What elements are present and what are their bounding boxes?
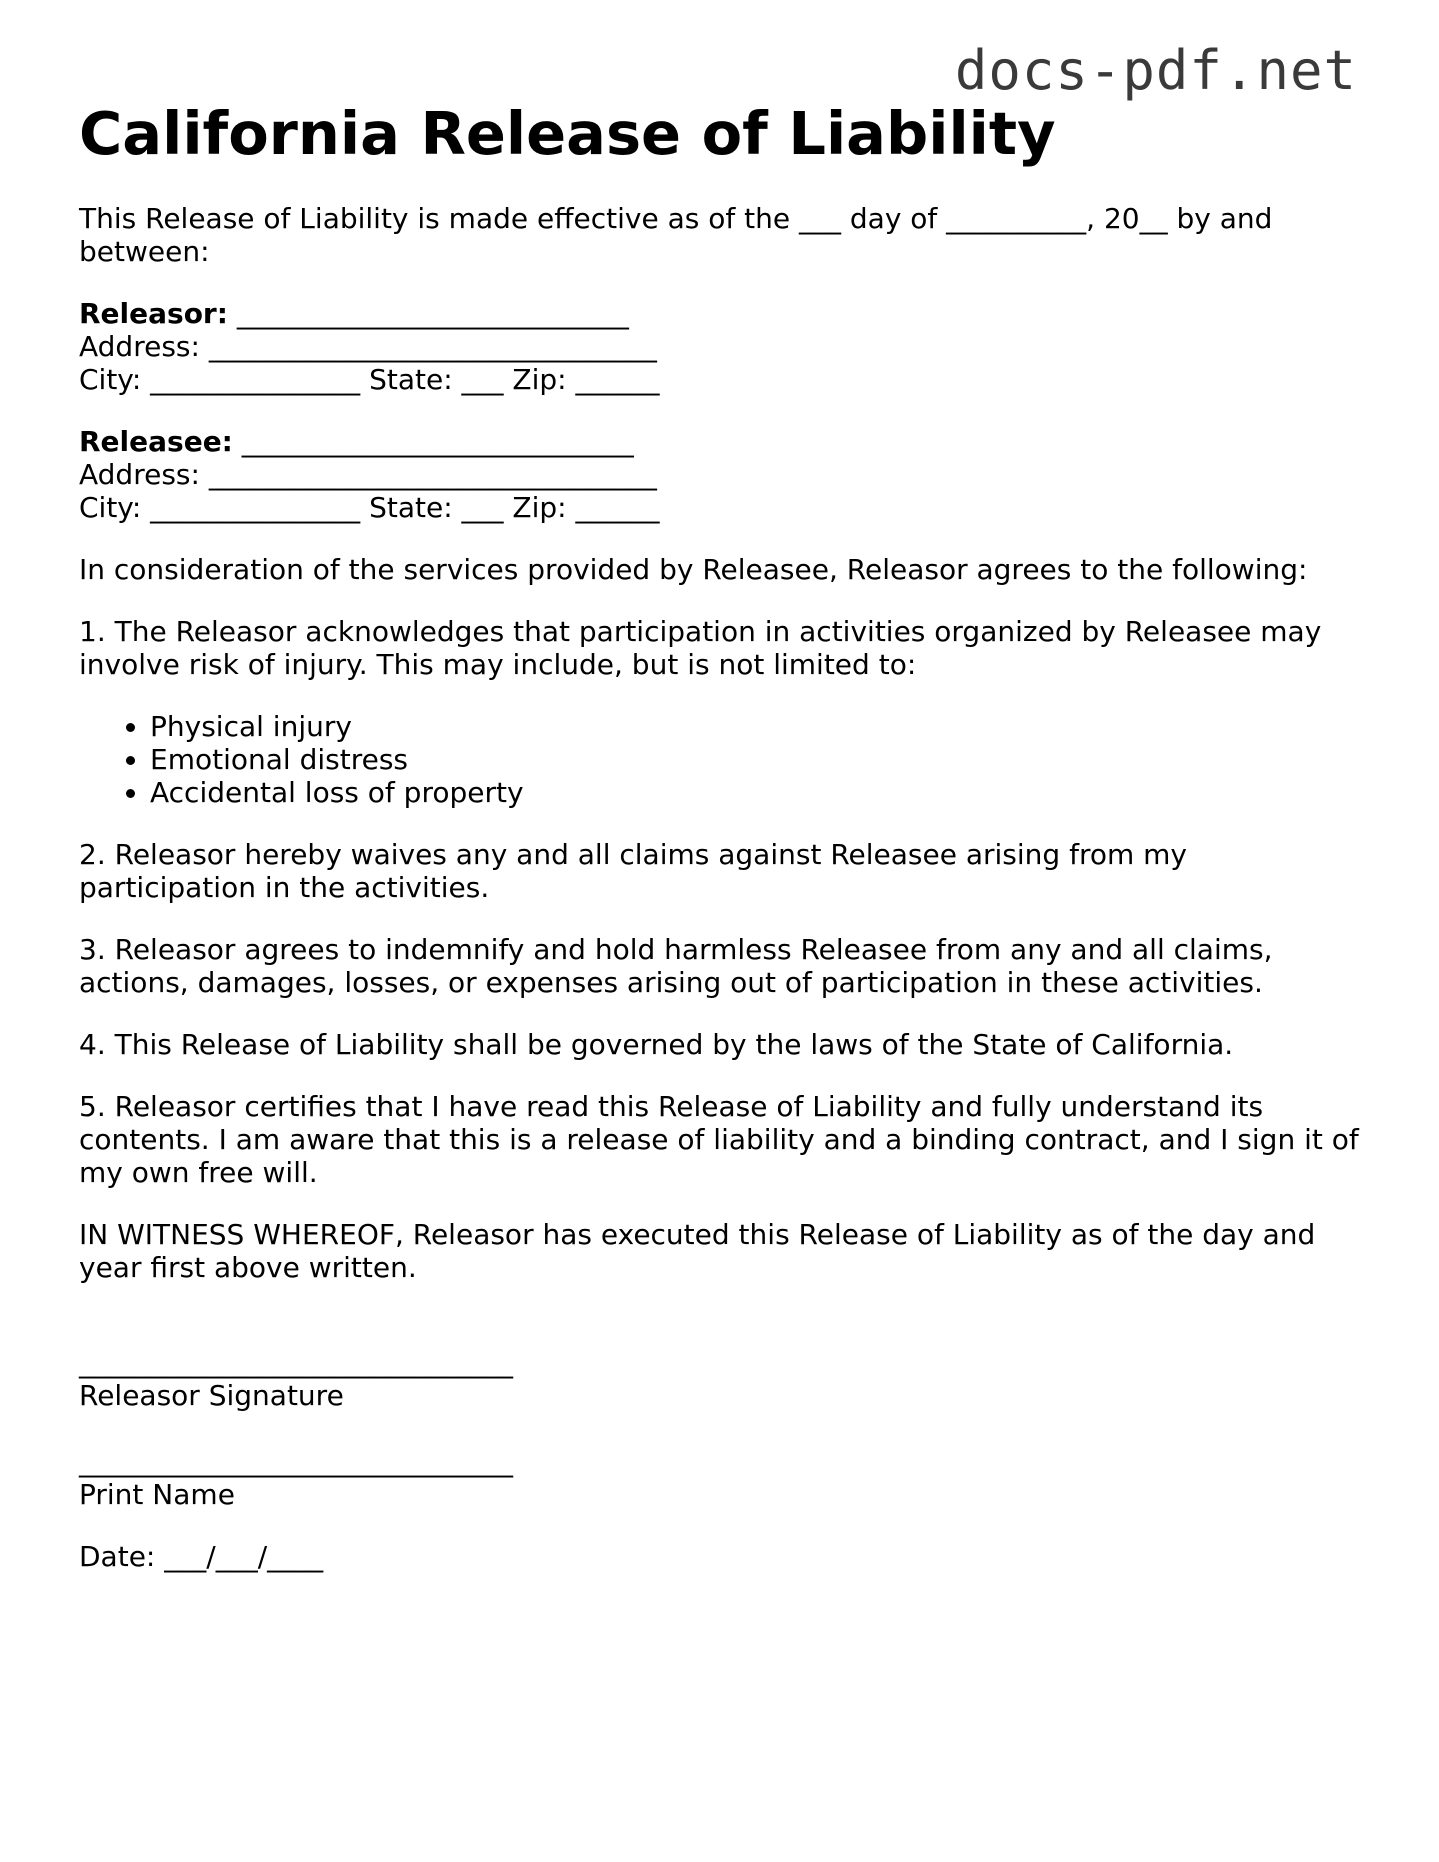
intro-paragraph: This Release of Liability is made effective as of the ___ day of __________, 20__ by and between: — [79, 201, 1273, 268]
document-body — [79, 202, 1369, 1573]
releasee-city-line: City: _______________ State: ___ Zip: ______ — [79, 490, 660, 524]
clause-3: 3. Releasor agrees to indemnify and hold harmless Releasee from any and all claims, actions, damages, losses, or expenses arising out of participation in these activities. — [79, 932, 1273, 999]
releasee-address-line: Address: ________________________________ — [79, 457, 657, 491]
signature-line: _______________________________ — [79, 1345, 513, 1379]
releasee-name-line — [79, 425, 1369, 458]
print-name-label: Print Name — [79, 1477, 235, 1511]
releasor-signature-block — [79, 1346, 1369, 1412]
signature-label: Releasor Signature — [79, 1378, 344, 1412]
risk-list — [79, 710, 1369, 809]
clause-2: 2. Releasor hereby waives any and all claims against Releasee arising from my participation in the activities. — [79, 837, 1187, 904]
signature-section — [79, 1346, 1369, 1573]
releasor-block — [79, 297, 1369, 396]
list-item: • Physical injury — [150, 710, 1369, 743]
watermark: docs-pdf.net — [954, 39, 1357, 102]
date-line: Date: ___/___/____ — [79, 1539, 324, 1573]
witness-paragraph: IN WITNESS WHEREOF, Releasor has executed this Release of Liability as of the day and year first above written. — [79, 1217, 1316, 1284]
releasor-name-line — [79, 297, 1369, 330]
list-item: • Emotional distress — [150, 743, 1369, 776]
document-page — [79, 100, 1369, 1573]
consideration-paragraph: In consideration of the services provided by Releasee, Releasor agrees to the following: — [79, 552, 1308, 586]
releasor-name-blank: ____________________________ — [227, 296, 629, 330]
releasor-address-line: Address: ________________________________ — [79, 329, 657, 363]
clause-4: 4. This Release of Liability shall be governed by the laws of the State of California. — [79, 1027, 1234, 1061]
document-title: California Release of Liability — [79, 99, 1056, 168]
releasee-block — [79, 425, 1369, 524]
releasor-city-line: City: _______________ State: ___ Zip: ______ — [79, 362, 660, 396]
clause-5: 5. Releasor certifies that I have read this Release of Liability and fully understand its contents. I am aware that this is a release of liability and a binding contract, and I sign it of my own free will. — [79, 1089, 1359, 1189]
print-name-block — [79, 1445, 1369, 1511]
print-name-line: _______________________________ — [79, 1444, 513, 1478]
releasee-name-blank: ____________________________ — [232, 424, 634, 458]
releasee-label: Releasee: — [79, 424, 233, 458]
list-item: • Accidental loss of property — [150, 776, 1369, 809]
releasor-label: Releasor: — [79, 296, 228, 330]
clause-1: 1. The Releasor acknowledges that participation in activities organized by Releasee may involve risk of injury. This may include, but is not limited to: — [79, 614, 1322, 681]
